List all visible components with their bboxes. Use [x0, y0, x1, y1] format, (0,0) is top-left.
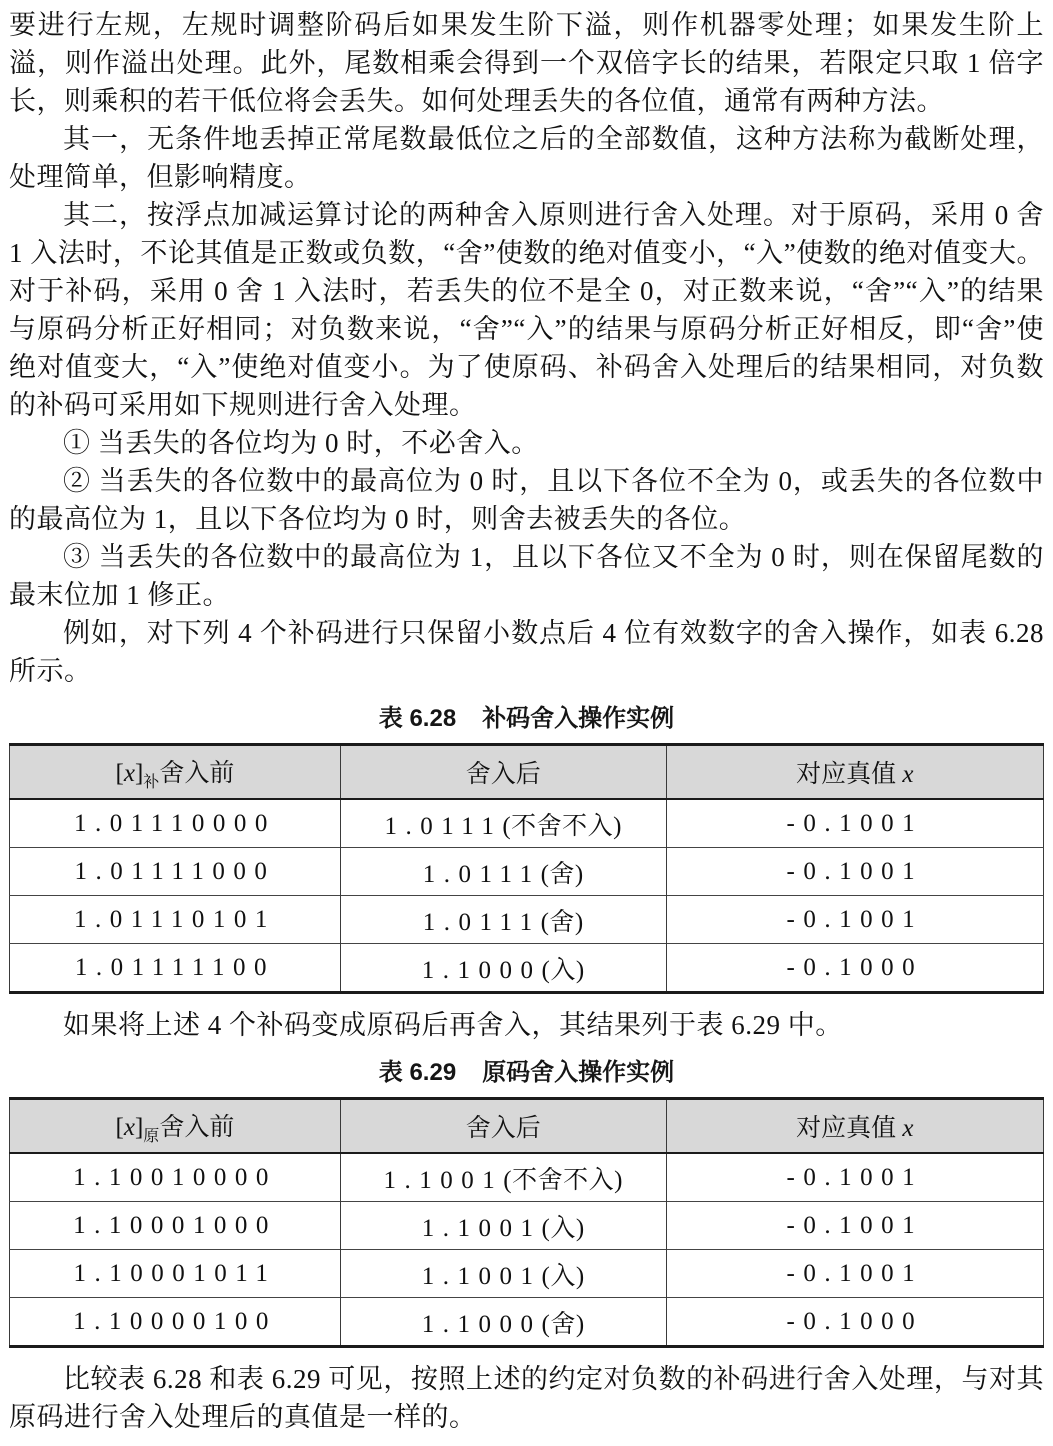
rounding-rule-1: ① 当丢失的各位均为 0 时，不必舍入。 [63, 428, 539, 458]
table-6-28-caption-title: 补码舍入操作实例 [482, 705, 675, 732]
paragraph-conclusion: 比较表 6.28 和表 6.29 可见，按照上述的约定对负数的补码进行舍入处理，与对其原码进行舍入处理后的真值是一样的。 [9, 1364, 1044, 1432]
variable-x: x [902, 761, 914, 788]
table-row [10, 944, 1044, 993]
table-row [10, 896, 1044, 944]
cell-after: 1.1001(不舍不入) [340, 1153, 666, 1202]
variable-x: x [902, 1115, 914, 1142]
cell-before: 1.01110101 [10, 896, 341, 944]
variable-x: x [123, 759, 135, 787]
code-subscript: 原 [143, 1127, 160, 1145]
cell-true-value: -0.1001 [786, 1163, 924, 1191]
table-header-row [10, 1099, 1044, 1154]
header-label: 舍入前 [159, 1113, 235, 1141]
cell-before: 1.10001000 [10, 1202, 341, 1250]
table-6-29-caption [9, 1058, 1044, 1088]
table-6-29-sign-magnitude-rounding [9, 1097, 1044, 1348]
table-row [10, 799, 1044, 848]
table-6-29-caption-title: 原码舍入操作实例 [482, 1059, 675, 1086]
column-header-after-rounding: 舍入后 [340, 745, 666, 800]
table-header-row [10, 745, 1044, 800]
cell-before: 1.01111000 [10, 848, 341, 896]
cell-after: 1.0111(舍) [340, 896, 666, 944]
column-header-after-rounding: 舍入后 [340, 1099, 666, 1154]
bracket-close: ] [134, 759, 144, 787]
cell-before: 1.01111100 [10, 944, 341, 993]
bracket-open: [ [115, 759, 124, 787]
table-6-29-caption-number: 表 6.29 [378, 1059, 457, 1086]
table-row [10, 1153, 1044, 1202]
bracket-open: [ [115, 1113, 124, 1141]
paragraph-convert-to-sign-magnitude: 如果将上述 4 个补码变成原码后再舍入，其结果列于表 6.29 中。 [63, 1010, 843, 1040]
cell-after: 1.1001(入) [340, 1202, 666, 1250]
paragraph-example-intro: 例如，对下列 4 个补码进行只保留小数点后 4 位有效数字的舍入操作，如表 6.28 所示。 [9, 618, 1044, 686]
cell-after: 1.0111(不舍不入) [340, 799, 666, 848]
table-6-28-caption-number: 表 6.28 [378, 705, 457, 732]
column-header-before-rounding [10, 1099, 341, 1154]
rounding-rule-2: ② 当丢失的各位数中的最高位为 0 时，且以下各位不全为 0，或丢失的各位数中的最高位为 1，且以下各位均为 0 时，则舍去被丢失的各位。 [9, 466, 1044, 534]
column-header-true-value [666, 745, 1043, 800]
header-label: 舍入前 [159, 759, 235, 787]
cell-before: 1.10010000 [10, 1153, 341, 1202]
column-header-true-value [666, 1099, 1043, 1154]
variable-x: x [123, 1113, 135, 1141]
paragraph-overflow-handling: 要进行左规，左规时调整阶码后如果发生阶下溢，则作机器零处理；如果发生阶上溢，则作溢出处理。此外，尾数相乘会得到一个双倍字长的结果，若限定只取 1 倍字长，则乘积的若干低位将会丢失。如何处理丢失的各位值，通常有两种方法。 [9, 10, 1044, 116]
table-row [10, 848, 1044, 896]
cell-true-value: -0.1001 [666, 1250, 1043, 1298]
table-row [10, 1298, 1044, 1347]
header-label: 对应真值 [796, 761, 903, 788]
table-6-28-complement-rounding [9, 743, 1044, 994]
table-row [10, 1202, 1044, 1250]
code-subscript: 补 [143, 773, 160, 791]
paragraph-method-two-rounding: 其二，按浮点加减运算讨论的两种舍入原则进行舍入处理。对于原码，采用 0 舍 1 入法时，不论其值是正数或负数，“舍”使数的绝对值变小，“入”使数的绝对值变大。对于补码，采用 0 舍 1 入法时，若丢失的位不是全 0，对正数来说，“舍”“入”的结果与原码分析正好相同；对负数来说，“舍”“入”的结果与原码分析正好相反，即“舍”使绝对值变大，“入”使绝对值变小。为了使原码、补码舍入处理后的结果相同，对负数的补码可采用如下规则进行舍入处理。 [9, 200, 1044, 420]
cell-before: 1.10000100 [10, 1298, 341, 1347]
table-row [10, 1250, 1044, 1298]
cell-true-value: -0.1001 [666, 1202, 1043, 1250]
cell-after: 1.1000(入) [340, 944, 666, 993]
table-6-28-caption [9, 704, 1044, 734]
cell-true-value: -0.1001 [786, 809, 924, 837]
rounding-rule-3: ③ 当丢失的各位数中的最高位为 1，且以下各位又不全为 0 时，则在保留尾数的最末位加 1 修正。 [9, 542, 1044, 610]
cell-before: 1.01110000 [10, 799, 341, 848]
cell-true-value: -0.1000 [666, 1298, 1043, 1347]
cell-true-value: -0.1001 [666, 896, 1043, 944]
cell-true-value: -0.1000 [666, 944, 1043, 993]
cell-after: 1.1000(舍) [340, 1298, 666, 1347]
header-label: 对应真值 [796, 1115, 903, 1142]
paragraph-method-one-truncation: 其一，无条件地丢掉正常尾数最低位之后的全部数值，这种方法称为截断处理，处理简单，但影响精度。 [9, 124, 1044, 192]
cell-before: 1.10001011 [10, 1250, 341, 1298]
bracket-close: ] [134, 1113, 144, 1141]
cell-true-value: -0.1001 [666, 848, 1043, 896]
cell-after: 1.0111(舍) [340, 848, 666, 896]
cell-after: 1.1001(入) [340, 1250, 666, 1298]
column-header-before-rounding [10, 745, 341, 800]
